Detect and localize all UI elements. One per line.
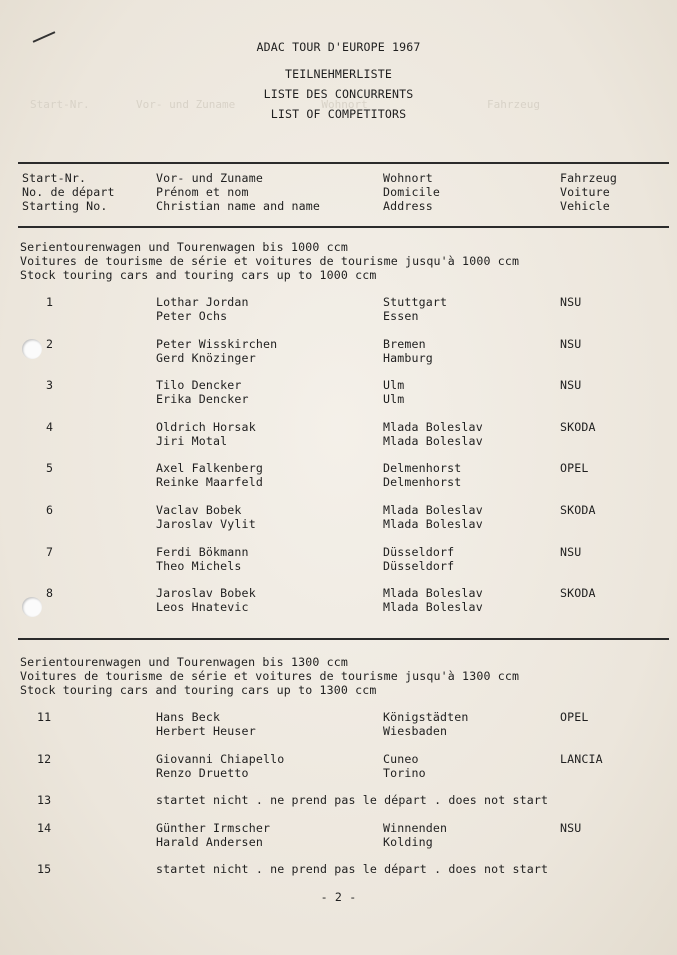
col-header-town-en: Address [383,199,433,213]
start-number: 13 [37,793,52,807]
col-header-start-en: Starting No. [22,199,108,213]
vehicle: NSU [560,545,582,559]
col-header-name-en: Christian name and name [156,199,320,213]
start-number: 8 [46,586,54,600]
driver-name: Ferdi Bökmann [156,545,249,559]
codriver-name: Peter Ochs [156,309,228,323]
driver-town: Bremen [383,337,426,351]
start-number: 12 [37,752,52,766]
vehicle: NSU [560,378,582,392]
vehicle: SKODA [560,420,596,434]
start-number: 1 [46,295,54,309]
codriver-town: Mlada Boleslav [383,600,483,614]
codriver-name: Erika Dencker [156,392,249,406]
col-header-vehicle-en: Vehicle [560,199,610,213]
codriver-town: Düsseldorf [383,559,455,573]
codriver-name: Reinke Maarfeld [156,475,263,489]
driver-town: Königstädten [383,710,469,724]
start-number: 5 [46,461,54,475]
section-heading-en: Stock touring cars and touring cars up to 1300 ccm [20,683,377,697]
codriver-name: Renzo Druetto [156,766,249,780]
did-not-start-note: startet nicht . ne prend pas le départ . does not start [156,793,549,807]
codriver-name: Herbert Heuser [156,724,256,738]
section-heading-en: Stock touring cars and touring cars up to 1000 ccm [20,268,377,282]
codriver-town: Ulm [383,392,405,406]
section-heading-de: Serientourenwagen und Tourenwagen bis 1000 ccm [20,240,348,254]
subtitle-de: TEILNEHMERLISTE [285,67,392,81]
start-number: 15 [37,862,52,876]
driver-town: Mlada Boleslav [383,503,483,517]
codriver-town: Mlada Boleslav [383,434,483,448]
col-header-name-fr: Prénom et nom [156,185,249,199]
driver-name: Vaclav Bobek [156,503,242,517]
driver-town: Delmenhorst [383,461,462,475]
subtitle-en: LIST OF COMPETITORS [270,107,407,121]
col-header-name-de: Vor- und Zuname [156,171,263,185]
header-rule-bottom [18,226,669,228]
driver-name: Giovanni Chiapello [156,752,285,766]
start-number: 4 [46,420,54,434]
section-heading-fr: Voitures de tourisme de série et voitures de tourisme jusqu'à 1000 ccm [20,254,520,268]
codriver-town: Mlada Boleslav [383,517,483,531]
start-number: 6 [46,503,54,517]
start-number: 7 [46,545,54,559]
start-number: 14 [37,821,52,835]
start-number: 11 [37,710,52,724]
section-heading-de: Serientourenwagen und Tourenwagen bis 1300 ccm [20,655,348,669]
vehicle: NSU [560,295,582,309]
codriver-town: Kolding [383,835,433,849]
driver-name: Lothar Jordan [156,295,249,309]
start-number: 2 [46,337,54,351]
col-header-vehicle-fr: Voiture [560,185,610,199]
driver-town: Winnenden [383,821,448,835]
bleed-through-text: Start-Nr. Vor- und Zuname Wohnort Fahrzeug [30,98,540,111]
header-rule-top [18,162,669,164]
driver-name: Tilo Dencker [156,378,242,392]
driver-town: Mlada Boleslav [383,420,483,434]
driver-town: Cuneo [383,752,419,766]
col-header-vehicle-de: Fahrzeug [560,171,618,185]
col-header-start-fr: No. de départ [22,185,115,199]
col-header-town-fr: Domicile [383,185,441,199]
codriver-town: Torino [383,766,426,780]
codriver-town: Wiesbaden [383,724,448,738]
codriver-town: Hamburg [383,351,433,365]
driver-town: Stuttgart [383,295,448,309]
codriver-town: Delmenhorst [383,475,462,489]
vehicle: NSU [560,821,582,835]
driver-name: Hans Beck [156,710,221,724]
vehicle: NSU [560,337,582,351]
vehicle: SKODA [560,586,596,600]
subtitle-fr: LISTE DES CONCURRENTS [263,87,414,101]
codriver-name: Leos Hnatevic [156,600,249,614]
driver-name: Axel Falkenberg [156,461,263,475]
col-header-town-de: Wohnort [383,171,433,185]
vehicle: LANCIA [560,752,603,766]
codriver-town: Essen [383,309,419,323]
driver-name: Günther Irmscher [156,821,271,835]
codriver-name: Harald Andersen [156,835,263,849]
section-rule [18,638,669,640]
document-title: ADAC TOUR D'EUROPE 1967 [256,40,421,54]
page-number: - 2 - [320,890,357,904]
vehicle: SKODA [560,503,596,517]
codriver-name: Jiri Motal [156,434,228,448]
col-header-start-de: Start-Nr. [22,171,87,185]
section-heading-fr: Voitures de tourisme de série et voitures de tourisme jusqu'à 1300 ccm [20,669,520,683]
driver-town: Ulm [383,378,405,392]
driver-name: Peter Wisskirchen [156,337,278,351]
vehicle: OPEL [560,461,589,475]
driver-town: Düsseldorf [383,545,455,559]
driver-name: Oldrich Horsak [156,420,256,434]
vehicle: OPEL [560,710,589,724]
codriver-name: Gerd Knözinger [156,351,256,365]
punch-hole [22,597,42,617]
codriver-name: Theo Michels [156,559,242,573]
driver-town: Mlada Boleslav [383,586,483,600]
start-number: 3 [46,378,54,392]
punch-hole [22,339,42,359]
did-not-start-note: startet nicht . ne prend pas le départ . does not start [156,862,549,876]
driver-name: Jaroslav Bobek [156,586,256,600]
codriver-name: Jaroslav Vylit [156,517,256,531]
